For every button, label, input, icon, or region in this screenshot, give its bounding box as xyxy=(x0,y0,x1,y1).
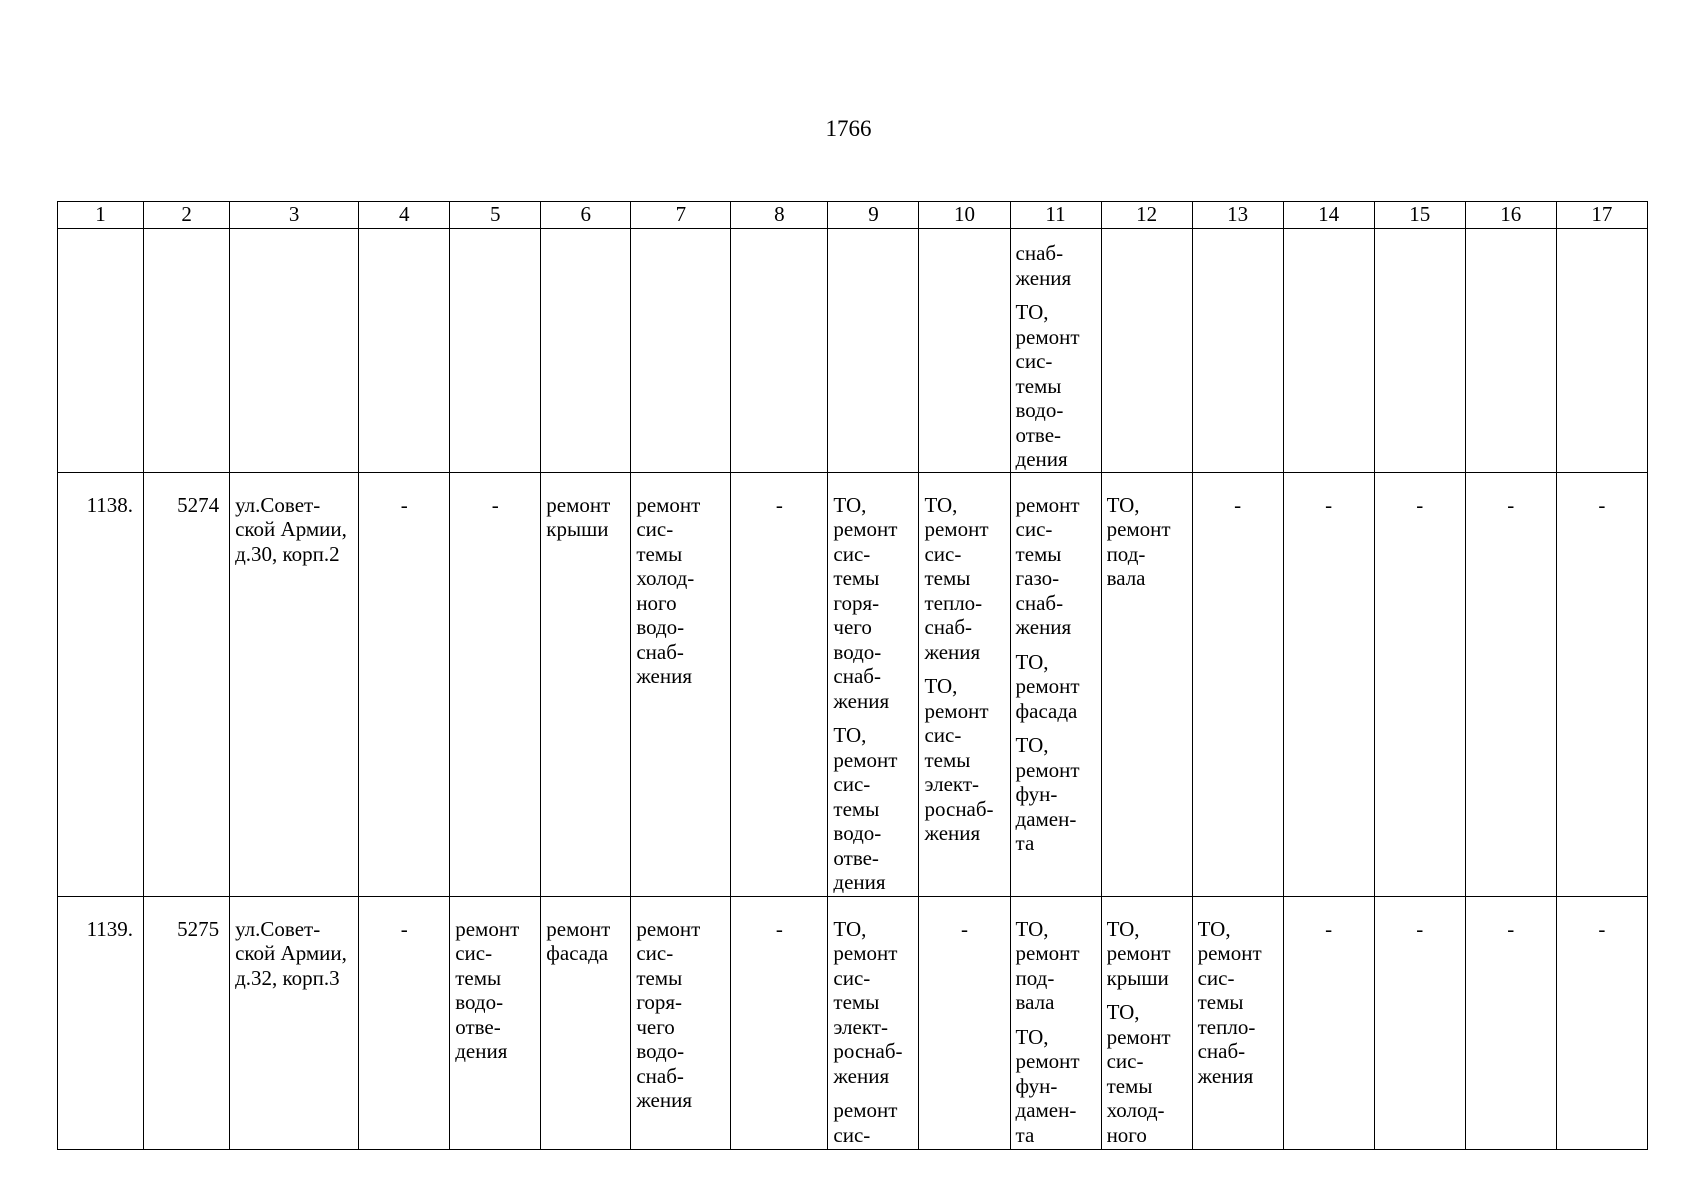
page-number: 1766 xyxy=(825,116,872,141)
column-number-11: 11 xyxy=(1010,202,1101,229)
column-number-15: 15 xyxy=(1374,202,1465,229)
table-cell-col-17 xyxy=(1556,229,1647,473)
table-cell-col-2 xyxy=(144,229,230,473)
cell-entry: ТО, ремонт сис- темы водо- отве- дения xyxy=(1015,300,1080,471)
column-number-10: 10 xyxy=(919,202,1010,229)
table-cell-col-16 xyxy=(1465,472,1556,896)
column-number-2: 2 xyxy=(144,202,230,229)
cell-entry: - xyxy=(491,492,499,517)
cell-entry: 5274 xyxy=(177,492,220,517)
table-cell-col-12 xyxy=(1101,896,1192,1149)
column-number-16: 16 xyxy=(1465,202,1556,229)
table-cell-col-4 xyxy=(359,229,450,473)
table-cell-col-5 xyxy=(450,472,541,896)
cell-entry: ТО, ремонт крыши xyxy=(1106,916,1171,990)
cell-entry: ТО, ремонт сис- темы элект- роснаб- жения xyxy=(924,674,994,845)
cell-entry: 5275 xyxy=(177,916,220,941)
table-cell-col-13 xyxy=(1192,229,1283,473)
table-row-continuation xyxy=(58,229,1648,473)
table-cell-col-5 xyxy=(450,896,541,1149)
table-cell-col-2 xyxy=(144,896,230,1149)
table-cell-col-3 xyxy=(230,229,359,473)
cell-entry: ремонт сис- темы горя- чего водо- снаб- жения xyxy=(636,916,701,1112)
column-number-4: 4 xyxy=(359,202,450,229)
table-cell-col-9 xyxy=(828,229,919,473)
cell-entry: - xyxy=(1416,492,1424,517)
column-number-8: 8 xyxy=(731,202,828,229)
cell-entry: - xyxy=(1234,492,1242,517)
table-cell-col-1 xyxy=(58,472,144,896)
table-cell-col-14 xyxy=(1283,472,1374,896)
table-cell-col-12 xyxy=(1101,229,1192,473)
table-cell-col-3 xyxy=(230,472,359,896)
cell-entry: ТО, ремонт фасада xyxy=(1015,649,1080,723)
cell-entry: ремонт фасада xyxy=(546,916,611,965)
table-cell-col-13 xyxy=(1192,896,1283,1149)
cell-entry: снаб- жения xyxy=(1015,241,1072,290)
table-cell-col-1 xyxy=(58,229,144,473)
column-number-17: 17 xyxy=(1556,202,1647,229)
cell-entry: - xyxy=(1507,916,1515,941)
column-number-12: 12 xyxy=(1101,202,1192,229)
column-number-14: 14 xyxy=(1283,202,1374,229)
cell-entry: ремонт сис- темы газо- снаб- жения xyxy=(1015,492,1080,639)
cell-entry: 1138. xyxy=(86,492,134,517)
column-number-6: 6 xyxy=(541,202,631,229)
table-cell-col-9 xyxy=(828,472,919,896)
cell-entry: - xyxy=(1325,492,1333,517)
table-cell-col-14 xyxy=(1283,896,1374,1149)
column-number-1: 1 xyxy=(58,202,144,229)
table-cell-col-10 xyxy=(919,896,1010,1149)
cell-entry: ремонт сис- темы холод- ного водо- снаб- жения xyxy=(636,492,701,688)
table-cell-col-10 xyxy=(919,229,1010,473)
column-number-9: 9 xyxy=(828,202,919,229)
table-row xyxy=(58,896,1648,1149)
cell-entry: ТО, ремонт фун- дамен- та xyxy=(1015,1024,1080,1147)
table-cell-col-7 xyxy=(631,472,731,896)
table-cell-col-2 xyxy=(144,472,230,896)
cell-entry: - xyxy=(1416,916,1424,941)
table-cell-col-6 xyxy=(541,472,631,896)
table-cell-col-15 xyxy=(1374,229,1465,473)
cell-entry: - xyxy=(1507,492,1515,517)
cell-entry: ТО, ремонт сис- темы элект- роснаб- жения xyxy=(833,916,903,1088)
table-cell-col-16 xyxy=(1465,229,1556,473)
table-cell-col-14 xyxy=(1283,229,1374,473)
table-cell-col-10 xyxy=(919,472,1010,896)
table-cell-col-15 xyxy=(1374,896,1465,1149)
cell-entry: 1139. xyxy=(86,916,134,941)
table-cell-col-11 xyxy=(1010,896,1101,1149)
table-cell-col-4 xyxy=(359,472,450,896)
cell-entry: - xyxy=(775,492,783,517)
schedule-table xyxy=(57,201,1648,1150)
table-cell-col-17 xyxy=(1556,896,1647,1149)
cell-entry: ТО, ремонт под- вала xyxy=(1106,492,1171,590)
table-cell-col-1 xyxy=(58,896,144,1149)
cell-entry: - xyxy=(1598,916,1606,941)
cell-entry: - xyxy=(1325,916,1333,941)
table-cell-col-7 xyxy=(631,229,731,473)
column-number-3: 3 xyxy=(230,202,359,229)
table-cell-col-12 xyxy=(1101,472,1192,896)
table-cell-col-6 xyxy=(541,229,631,473)
cell-entry: - xyxy=(400,916,408,941)
table-cell-col-9 xyxy=(828,896,919,1149)
table-cell-col-5 xyxy=(450,229,541,473)
table-cell-col-8 xyxy=(731,896,828,1149)
table-cell-col-11 xyxy=(1010,472,1101,896)
table-cell-col-8 xyxy=(731,472,828,896)
table-cell-col-16 xyxy=(1465,896,1556,1149)
cell-entry: ТО, ремонт сис- темы тепло- снаб- жения xyxy=(1197,916,1262,1088)
cell-entry: ул.Совет- ской Армии, д.30, корп.2 xyxy=(235,492,347,566)
cell-entry: ремонт крыши xyxy=(546,492,611,541)
column-number-row xyxy=(58,202,1648,229)
table-cell-col-17 xyxy=(1556,472,1647,896)
cell-entry: ТО, ремонт сис- темы горя- чего водо- снаб- жения xyxy=(833,492,898,713)
column-number-13: 13 xyxy=(1192,202,1283,229)
column-number-5: 5 xyxy=(450,202,541,229)
cell-entry: ТО, ремонт сис- темы холод- ного xyxy=(1106,1000,1171,1147)
table-cell-col-4 xyxy=(359,896,450,1149)
cell-entry: ТО, ремонт сис- темы тепло- снаб- жения xyxy=(924,492,989,664)
cell-entry: - xyxy=(400,492,408,517)
cell-entry: ТО, ремонт сис- темы водо- отве- дения xyxy=(833,723,898,894)
cell-entry: - xyxy=(775,916,783,941)
column-number-7: 7 xyxy=(631,202,731,229)
table-cell-col-11 xyxy=(1010,229,1101,473)
cell-entry: - xyxy=(1598,492,1606,517)
table-cell-col-3 xyxy=(230,896,359,1149)
cell-entry: ТО, ремонт под- вала xyxy=(1015,916,1080,1014)
cell-entry: ремонт сис- темы водо- отве- дения xyxy=(455,916,520,1063)
table-cell-col-6 xyxy=(541,896,631,1149)
table-cell-col-15 xyxy=(1374,472,1465,896)
cell-entry: - xyxy=(960,916,968,941)
cell-entry: ремонт сис- xyxy=(833,1098,898,1147)
table-cell-col-7 xyxy=(631,896,731,1149)
cell-entry: ТО, ремонт фун- дамен- та xyxy=(1015,733,1080,855)
table-cell-col-8 xyxy=(731,229,828,473)
cell-entry: ул.Совет- ской Армии, д.32, корп.3 xyxy=(235,916,347,990)
table-cell-col-13 xyxy=(1192,472,1283,896)
table-row xyxy=(58,472,1648,896)
